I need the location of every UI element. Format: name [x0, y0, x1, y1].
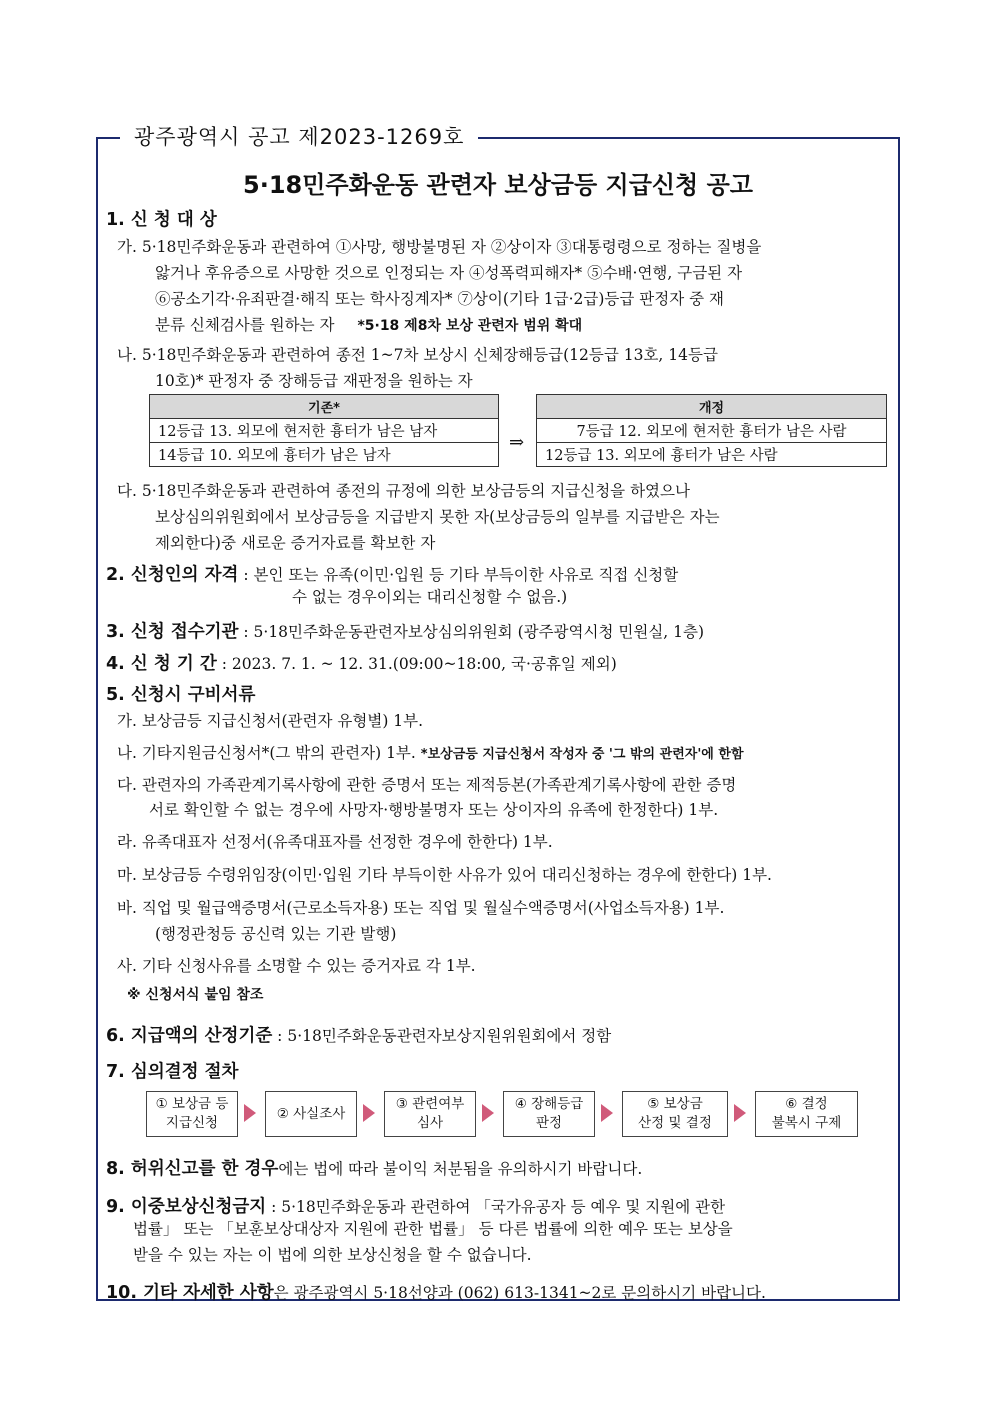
section-8	[106, 1155, 642, 1180]
table-after-row: 7등급 12. 외모에 현저한 흉터가 남은 사람	[537, 419, 887, 443]
table-after-header: 개정	[537, 395, 887, 419]
step-2-line1: ② 사실조사	[276, 1105, 346, 1122]
s5-da-line1: 다. 관련자의 가족관계기록사항에 관한 증명서 또는 제적등본(가족관계기록사항에 관한 증명	[117, 776, 737, 794]
s1-na-line1: 나. 5·18민주화운동과 관련하여 종전 1~7차 보상시 신체장해등급(12등급 13호, 14등급	[117, 346, 718, 364]
table-arrow-icon: ⇒	[509, 432, 525, 453]
section-10	[106, 1279, 766, 1304]
section-4-text: : 2023. 7. 1. ~ 12. 31.(09:00~18:00, 국·공휴일 제외)	[216, 655, 617, 673]
step-arrow-icon	[482, 1104, 494, 1122]
table-before-header: 기존*	[150, 395, 499, 419]
step-arrow-icon	[734, 1104, 746, 1122]
section-8-heading: 8. 허위신고를 한 경우	[106, 1159, 279, 1179]
table-after-row: 12등급 13. 외모에 흉터가 남은 사람	[537, 443, 887, 467]
page-title: 5·18민주화운동 관련자 보상금등 지급신청 공고	[243, 171, 753, 199]
process-step-2	[265, 1091, 357, 1137]
s1-da-line1: 다. 5·18민주화운동과 관련하여 종전의 규정에 의한 보상금등의 지급신청을 하였으나	[117, 482, 690, 500]
step-3-line1: ③ 관련여부	[395, 1096, 465, 1112]
step-arrow-icon	[363, 1104, 375, 1122]
section-9-text-line3: 받을 수 있는 자는 이 법에 의한 보상신청을 할 수 없습니다.	[133, 1246, 532, 1264]
section-3-heading: 3. 신청 접수기관	[106, 622, 239, 642]
section-4-heading: 4. 신 청 기 간	[106, 654, 217, 674]
section-9-text-line2: 법률」 또는 「보훈보상대상자 지원에 관한 법률」 등 다른 법률에 의한 예우 또는 보상을	[133, 1220, 733, 1238]
step-5-line2: 산정 및 결정	[638, 1115, 712, 1131]
s1-da-line3: 제외한다)중 새로운 증거자료를 확보한 자	[155, 534, 436, 552]
table-before-row: 12등급 13. 외모에 현저한 흉터가 남은 남자	[150, 419, 499, 443]
section-9-text: : 5·18민주화운동과 관련하여 「국가유공자 등 예우 및 지원에 관한	[266, 1198, 726, 1216]
s5-ga: 가. 보상금등 지급신청서(관련자 유형별) 1부.	[117, 712, 424, 730]
section-4	[106, 650, 617, 675]
notice-number: 광주광역시 공고 제2023-1269호	[120, 121, 478, 151]
step-arrow-icon	[601, 1104, 613, 1122]
s5-note: ※ 신청서식 붙임 참조	[127, 987, 264, 1003]
step-6-line1: ⑥ 결정	[785, 1096, 828, 1112]
section-5-heading: 5. 신청시 구비서류	[106, 685, 256, 705]
section-6-text: : 5·18민주화운동관련자보상지원위원회에서 정함	[272, 1027, 612, 1045]
process-step-4	[503, 1091, 595, 1137]
section-10-text: 은 광주광역시 5·18선양과 (062) 613-1341~2로 문의하시기 바랍니다.	[273, 1284, 766, 1302]
s5-da-line2: 서로 확인할 수 없는 경우에 사망자·행방불명자 또는 상이자의 유족에 한정한다) 1부.	[149, 801, 719, 819]
s1-ga-line4-text: 분류 신체검사를 원하는 자	[155, 316, 335, 334]
section-9	[106, 1193, 725, 1218]
step-1-line2: 지급신청	[165, 1115, 219, 1131]
s1-da-line2: 보상심의위원회에서 보상금등을 지급받지 못한 자(보상금등의 일부를 지급받은 자는	[155, 508, 720, 526]
s5-na-note: *보상금등 지급신청서 작성자 중 '그 밖의 관련자'에 한함	[420, 747, 744, 762]
s5-ma: 마. 보상금등 수령위임장(이민·입원 기타 부득이한 사유가 있어 대리신청하는 경우에 한한다) 1부.	[117, 866, 772, 884]
s5-ra: 라. 유족대표자 선정서(유족대표자를 선정한 경우에 한한다) 1부.	[117, 833, 553, 851]
section-3	[106, 618, 704, 643]
s5-na-text: 나. 기타지원금신청서*(그 밖의 관련자) 1부.	[117, 744, 416, 762]
section-6	[106, 1022, 611, 1047]
s1-ga-line4	[155, 312, 582, 339]
section-8-text: 에는 법에 따라 불이익 처분됨을 유의하시기 바랍니다.	[278, 1160, 643, 1178]
s5-sa: 사. 기타 신청사유를 소명할 수 있는 증거자료 각 1부.	[117, 957, 476, 975]
grade-table-after	[536, 394, 887, 467]
section-2-text-cont: 수 없는 경우이외는 대리신청할 수 없음.)	[292, 588, 568, 606]
section-7-heading: 7. 심의결정 절차	[106, 1062, 239, 1082]
table-before-row: 14등급 10. 외모에 흉터가 남은 남자	[150, 443, 499, 467]
section-6-heading: 6. 지급액의 산정기준	[106, 1026, 273, 1046]
grade-table-before	[149, 394, 499, 467]
step-1-line1: ① 보상금 등	[155, 1096, 229, 1112]
step-6-line2: 불복시 구제	[771, 1115, 842, 1131]
s1-ga-line1: 가. 5·18민주화운동과 관련하여 ①사망, 행방불명된 자 ②상이자 ③대통령령으로 정하는 질병을	[117, 238, 762, 256]
process-step-6	[755, 1091, 858, 1137]
section-10-heading: 10. 기타 자세한 사항	[106, 1283, 274, 1303]
section-2	[106, 561, 678, 586]
process-step-5	[622, 1091, 728, 1137]
process-step-1	[146, 1091, 238, 1137]
section-2-heading: 2. 신청인의 자격	[106, 565, 239, 585]
step-arrow-icon	[244, 1104, 256, 1122]
s1-ga-note: *5·18 제8차 보상 관련자 범위 확대	[357, 318, 583, 334]
s1-ga-line2: 앓거나 후유증으로 사망한 것으로 인정되는 자 ④성폭력피해자* ⑤수배·연행, 구금된 자	[155, 264, 743, 282]
step-4-line2: 판정	[535, 1115, 563, 1131]
step-5-line1: ⑤ 보상금	[647, 1096, 703, 1112]
section-1-heading: 1. 신 청 대 상	[106, 210, 217, 230]
s1-na-line2: 10호)* 판정자 중 장해등급 재판정을 원하는 자	[155, 372, 473, 390]
s5-ba-line2: (행정관청등 공신력 있는 기관 발행)	[155, 925, 397, 943]
s5-ba-line1: 바. 직업 및 월급액증명서(근로소득자용) 또는 직업 및 월실수액증명서(사업소득자용) 1부.	[117, 899, 725, 917]
s1-ga-line3: ⑥공소기각·유죄판결·해직 또는 학사징계자* ⑦상이(기타 1급·2급)등급 판정자 중 재	[155, 290, 725, 308]
process-step-3	[384, 1091, 476, 1137]
section-9-heading: 9. 이중보상신청금지	[106, 1197, 267, 1217]
s5-na	[117, 740, 744, 768]
section-3-text: : 5·18민주화운동관련자보상심의위원회 (광주광역시청 민원실, 1층)	[238, 623, 705, 641]
section-2-text: : 본인 또는 유족(이민·입원 등 기타 부득이한 사유로 직접 신청할	[238, 566, 679, 584]
step-3-line2: 심사	[416, 1115, 444, 1131]
step-4-line1: ④ 장해등급	[514, 1096, 584, 1112]
